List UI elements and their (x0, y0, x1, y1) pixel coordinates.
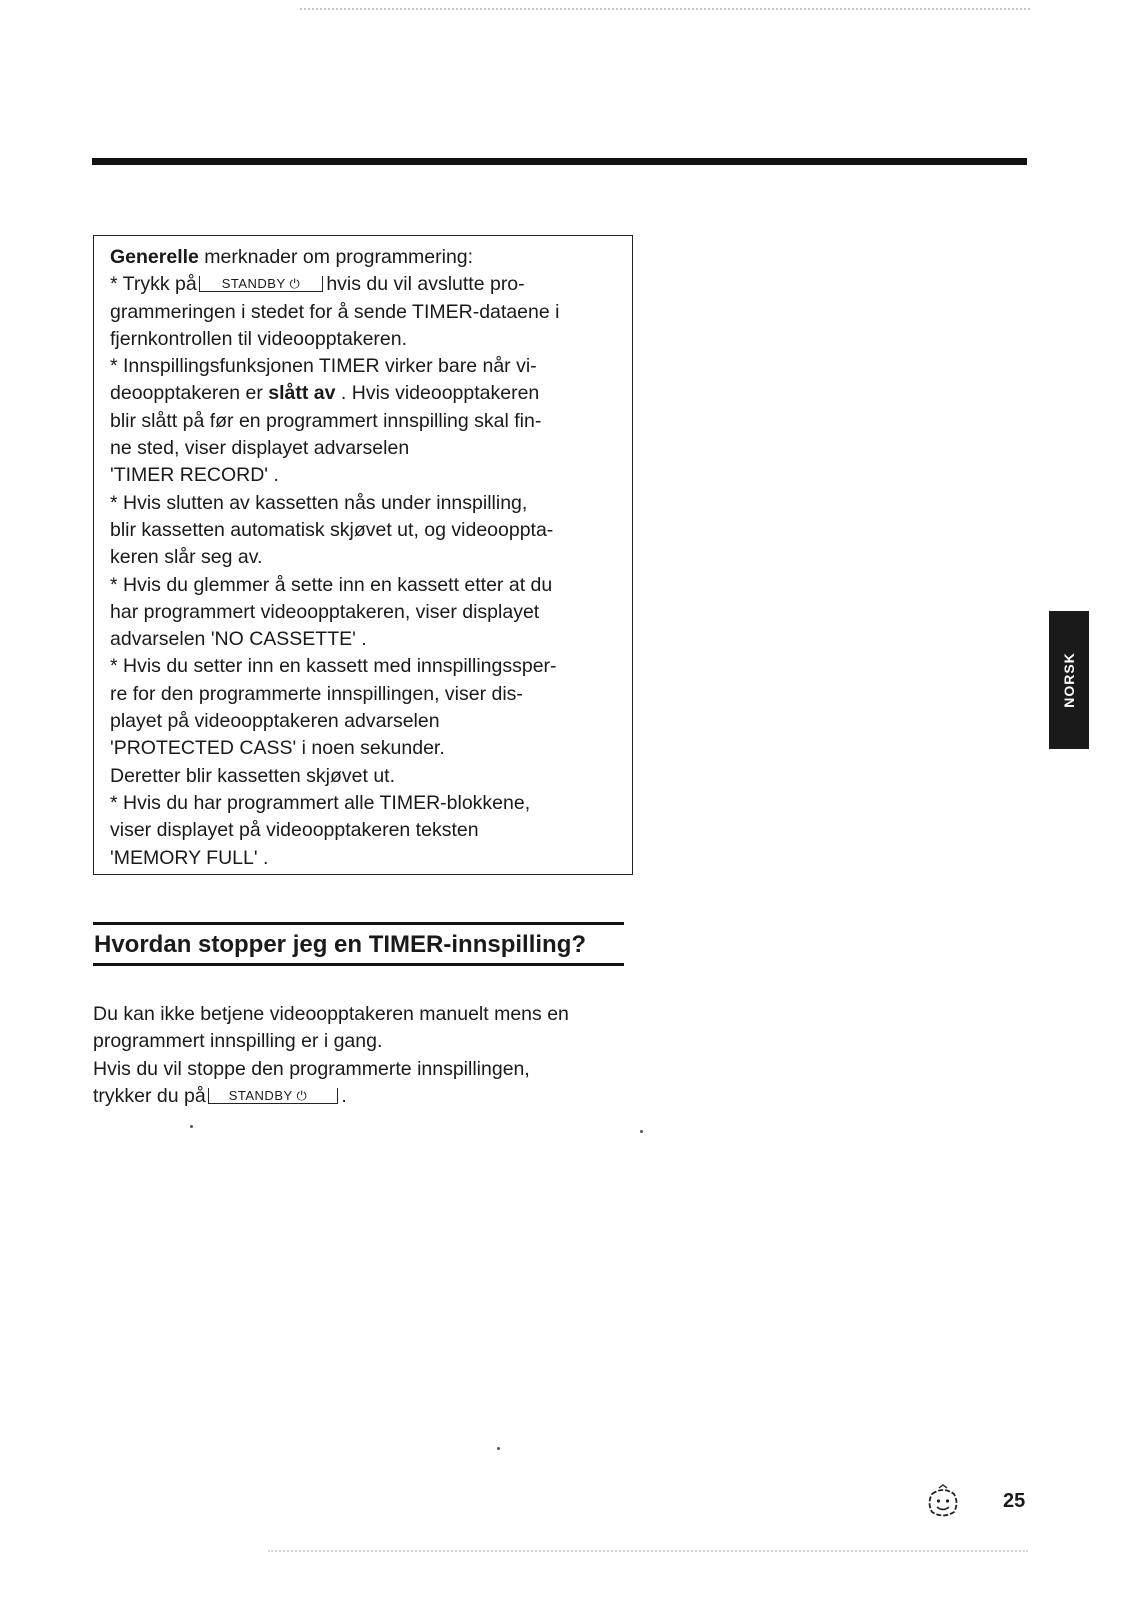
page-number: 25 (1003, 1490, 1026, 1512)
scan-speck (497, 1447, 500, 1450)
scan-noise-top (300, 8, 1030, 10)
note-4-line-1: * Hvis du glemmer å sette inn en kassett etter at du (110, 573, 553, 596)
section-heading: Hvordan stopper jeg en TIMER-innspilling? (94, 931, 587, 958)
note-1-line-3: fjernkontrollen til videoopptakeren. (110, 327, 408, 350)
note-5-line-3: playet på videoopptakeren advarselen (110, 710, 440, 733)
note-4-line-2: har programmert videoopptakeren, viser displayet (110, 600, 540, 623)
note-6-line-2: viser displayet på videoopptakeren teksten (110, 819, 479, 842)
note-3-line-2: blir kassetten automatisk skjøvet ut, og videooppta- (110, 518, 554, 541)
note-5-line-5: Deretter blir kassetten skjøvet ut. (110, 764, 396, 787)
scan-speck (640, 1130, 643, 1133)
standby-key-label: STANDBY ⏻ (208, 1088, 339, 1104)
top-rule (92, 158, 1027, 165)
note-2-line-5: 'TIMER RECORD' . (110, 464, 279, 487)
general-notes-box (93, 235, 633, 875)
section-heading-block (93, 922, 624, 966)
notes-heading: Generelle merknader om programmering: (110, 246, 474, 268)
para-line-3: Hvis du vil stoppe den programmerte innspillingen, (93, 1057, 530, 1080)
language-tab (1049, 611, 1089, 749)
note-4-line-3: advarselen 'NO CASSETTE' . (110, 628, 367, 651)
language-tab-label: NORSK (1061, 652, 1077, 708)
note-6-line-3: 'MEMORY FULL' . (110, 846, 269, 869)
para-line-1: Du kan ikke betjene videoopptakeren manuelt mens en (93, 1003, 569, 1025)
scan-noise-bottom (268, 1550, 1028, 1552)
note-2-line-2: deoopptakeren er slått av . Hvis videoopptakeren (110, 382, 540, 405)
heading-rule-bottom (93, 963, 624, 966)
smiley-tv-icon (926, 1484, 960, 1522)
scan-speck (190, 1125, 193, 1128)
note-5-line-1: * Hvis du setter inn en kassett med innspillingssper- (110, 655, 557, 678)
para-line-4: trykker du på STANDBY ⏻ . (93, 1084, 347, 1107)
note-1-line-2: grammeringen i stedet for å sende TIMER-dataene i (110, 300, 560, 323)
note-5-line-2: re for den programmerte innspillingen, viser dis- (110, 682, 523, 705)
note-2-line-1: * Innspillingsfunksjonen TIMER virker bare når vi- (110, 355, 537, 378)
standby-key-label: STANDBY ⏻ (199, 276, 324, 292)
note-5-line-4: 'PROTECTED CASS' i noen sekunder. (110, 737, 445, 760)
section-paragraph (93, 1001, 653, 1110)
para-line-2: programmert innspilling er i gang. (93, 1030, 383, 1053)
note-2-line-4: ne sted, viser displayet advarselen (110, 437, 410, 460)
note-2-line-3: blir slått på før en programmert innspilling skal fin- (110, 409, 542, 432)
note-1-line-1: * Trykk på STANDBY ⏻ hvis du vil avslutte pro- (110, 273, 525, 296)
note-3-line-3: keren slår seg av. (110, 546, 263, 569)
note-6-line-1: * Hvis du har programmert alle TIMER-blokkene, (110, 791, 531, 814)
note-3-line-1: * Hvis slutten av kassetten nås under innspilling, (110, 491, 528, 514)
